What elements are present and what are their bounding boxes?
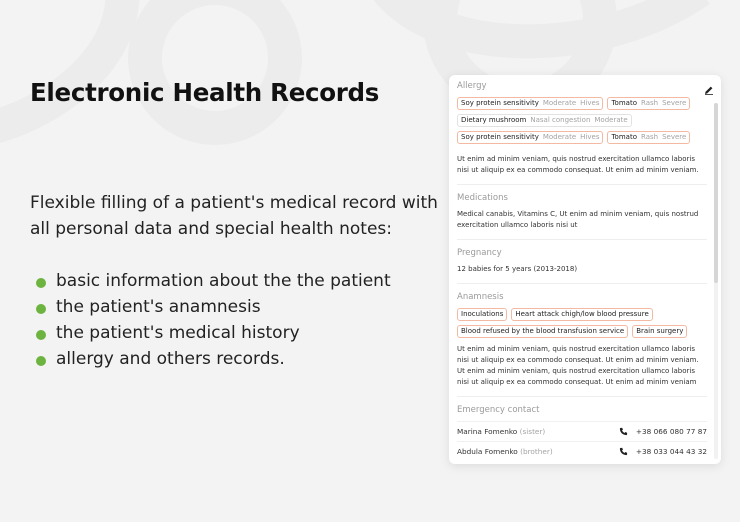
allergy-detail: Hives xyxy=(580,133,600,141)
contact-row xyxy=(457,441,707,461)
feature-label: the patient's anamnesis xyxy=(56,297,261,317)
intro-text: Flexible filling of a patient's medical record with all personal data and special health notes: xyxy=(30,193,438,239)
pregnancy-title: Pregnancy xyxy=(457,248,502,258)
feature-label: the patient's medical history xyxy=(56,323,300,343)
anamnesis-tag[interactable]: Brain surgery xyxy=(632,325,687,338)
phone-number: +38 066 080 77 87 xyxy=(635,427,707,436)
bullet-dot xyxy=(36,330,46,340)
allergy-name: Tomato xyxy=(611,133,637,141)
allergy-detail: Rash xyxy=(640,99,659,107)
feature-label: allergy and others records. xyxy=(56,349,285,369)
emergency-title: Emergency contact xyxy=(457,405,540,415)
anamnesis-tag[interactable]: Inoculations xyxy=(457,308,507,321)
allergy-name: Dietary mushroom xyxy=(461,116,527,124)
allergy-title: Allergy xyxy=(457,81,487,91)
allergy-detail: Moderate xyxy=(542,133,577,141)
allergy-tag[interactable] xyxy=(457,114,632,127)
anamnesis-note: Ut enim ad minim veniam, quis nostrud exercitation ullamco laboris nisi ut aliquip ex ea commodo consequat. Ut enim ad minim veniam. Ut enim ad minim veniam, quis nostrud exercitation ullamco laboris nisi ut aliquip ex ea commodo consequat. Ut enim ad minim veniam xyxy=(457,345,699,386)
allergy-tag[interactable] xyxy=(607,131,690,144)
allergy-detail: Hives xyxy=(580,99,600,107)
pregnancy-section xyxy=(457,248,707,284)
emergency-section xyxy=(457,405,707,464)
contact-name: Abdula Fomenko xyxy=(457,447,518,456)
allergy-tag[interactable] xyxy=(607,97,690,110)
page-title: Electronic Health Records xyxy=(30,78,380,107)
allergy-detail: Severe xyxy=(662,133,687,141)
allergy-section xyxy=(457,81,707,185)
anamnesis-tag[interactable]: Blood refused by the blood transfusion service xyxy=(457,325,628,338)
allergy-detail: Moderate xyxy=(542,99,577,107)
allergy-note: Ut enim ad minim veniam, quis nostrud exercitation ullamco laboris nisi ut aliquip ex ea commodo consequat. Ut enim ad minim veniam. xyxy=(457,155,699,174)
contact-phone[interactable] xyxy=(619,447,707,456)
contact-phone[interactable] xyxy=(619,427,707,436)
anamnesis-tag[interactable]: Heart attack chigh/low blood pressure xyxy=(511,308,652,321)
feature-list xyxy=(36,268,391,372)
allergy-name: Soy protein sensitivity xyxy=(461,99,539,107)
anamnesis-section xyxy=(457,292,707,397)
feature-item xyxy=(36,268,391,294)
allergy-detail: Nasal congestion xyxy=(530,116,591,124)
contact-row xyxy=(457,421,707,441)
scrollbar-thumb[interactable] xyxy=(714,103,718,283)
contact-relation: (brother) xyxy=(520,447,553,456)
phone-icon xyxy=(619,427,628,436)
allergy-name: Tomato xyxy=(611,99,637,107)
medications-text: Medical canabis, Vitamins C, Ut enim ad minim veniam, quis nostrud exercitation ullamco laboris nisi ut xyxy=(457,210,699,229)
medications-section xyxy=(457,193,707,240)
allergy-tag[interactable] xyxy=(457,131,603,144)
feature-item xyxy=(36,294,391,320)
allergy-detail: Rash xyxy=(640,133,659,141)
scrollbar[interactable] xyxy=(714,103,718,459)
feature-item xyxy=(36,346,391,372)
pencil-icon xyxy=(704,85,714,95)
bullet-dot xyxy=(36,304,46,314)
edit-button[interactable] xyxy=(701,79,717,101)
health-record-card xyxy=(449,75,721,464)
anamnesis-title: Anamnesis xyxy=(457,292,504,302)
pregnancy-text: 12 babies for 5 years (2013-2018) xyxy=(457,265,578,273)
feature-item xyxy=(36,320,391,346)
bullet-dot xyxy=(36,278,46,288)
medications-title: Medications xyxy=(457,193,508,203)
phone-number: +38 033 044 43 32 xyxy=(635,447,707,456)
feature-label: basic information about the the patient xyxy=(56,271,391,291)
allergy-detail: Moderate xyxy=(594,116,628,124)
allergy-name: Soy protein sensitivity xyxy=(461,133,539,141)
allergy-tag[interactable] xyxy=(457,97,603,110)
contact-name: Marina Fomenko xyxy=(457,427,518,436)
bullet-dot xyxy=(36,356,46,366)
contact-relation: (sister) xyxy=(519,427,546,436)
phone-icon xyxy=(619,447,628,456)
allergy-detail: Severe xyxy=(662,99,687,107)
